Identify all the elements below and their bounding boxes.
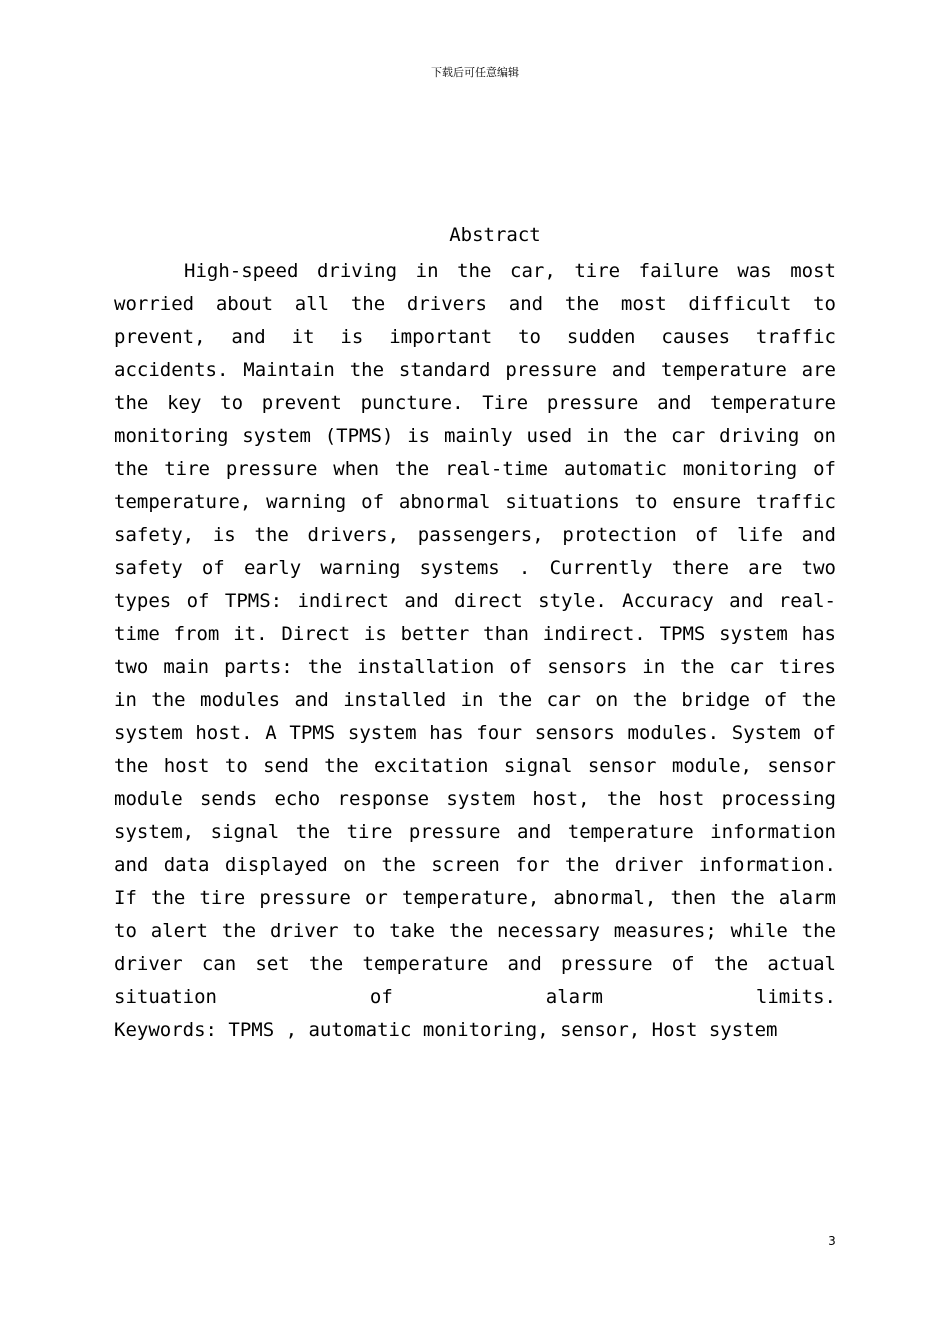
abstract-line: prevent, and it is important to sudden causes traffic [114,326,836,348]
abstract-line: to alert the driver to take the necessary measures; while the [114,920,836,942]
abstract-line: worried about all the drivers and the most difficult to [114,293,836,315]
abstract-line: safety of early warning systems . Currently there are two [114,557,836,579]
abstract-line: time from it. Direct is better than indirect. TPMS system has [114,623,836,645]
abstract-line: system, signal the tire pressure and temperature information [114,821,836,843]
abstract-line: module sends echo response system host, the host processing [114,788,836,810]
page-number: 3 [828,1234,836,1248]
abstract-line: two main parts: the installation of sensors in the car tires [114,656,836,678]
abstract-line: the host to send the excitation signal sensor module, sensor [114,755,836,777]
abstract-line: accidents. Maintain the standard pressure and temperature are [114,359,836,381]
abstract-line: the key to prevent puncture. Tire pressure and temperature [114,392,836,414]
abstract-line: If the tire pressure or temperature, abnormal, then the alarm [114,887,836,909]
abstract-line: system host. A TPMS system has four sensors modules. System of [114,722,836,744]
abstract-title: Abstract [449,224,541,246]
abstract-line: High-speed driving in the car, tire failure was most [184,260,836,282]
abstract-line: safety, is the drivers, passengers, protection of life and [114,524,836,546]
abstract-line: the tire pressure when the real-time automatic monitoring of [114,458,836,480]
abstract-line: driver can set the temperature and pressure of the actual [114,953,836,975]
abstract-body [114,255,836,1047]
abstract-line: types of TPMS: indirect and direct style. Accuracy and real- [114,590,836,612]
keywords-line: Keywords: TPMS , automatic monitoring, sensor, Host system [114,1019,778,1041]
abstract-line: temperature, warning of abnormal situations to ensure traffic [114,491,836,513]
header-note: 下载后可任意编辑 [431,66,519,79]
abstract-line: monitoring system (TPMS) is mainly used in the car driving on [114,425,836,447]
abstract-line: and data displayed on the screen for the driver information. [114,854,836,876]
abstract-line: in the modules and installed in the car on the bridge of the [114,689,836,711]
abstract-line: situation of alarm limits. [114,986,836,1008]
